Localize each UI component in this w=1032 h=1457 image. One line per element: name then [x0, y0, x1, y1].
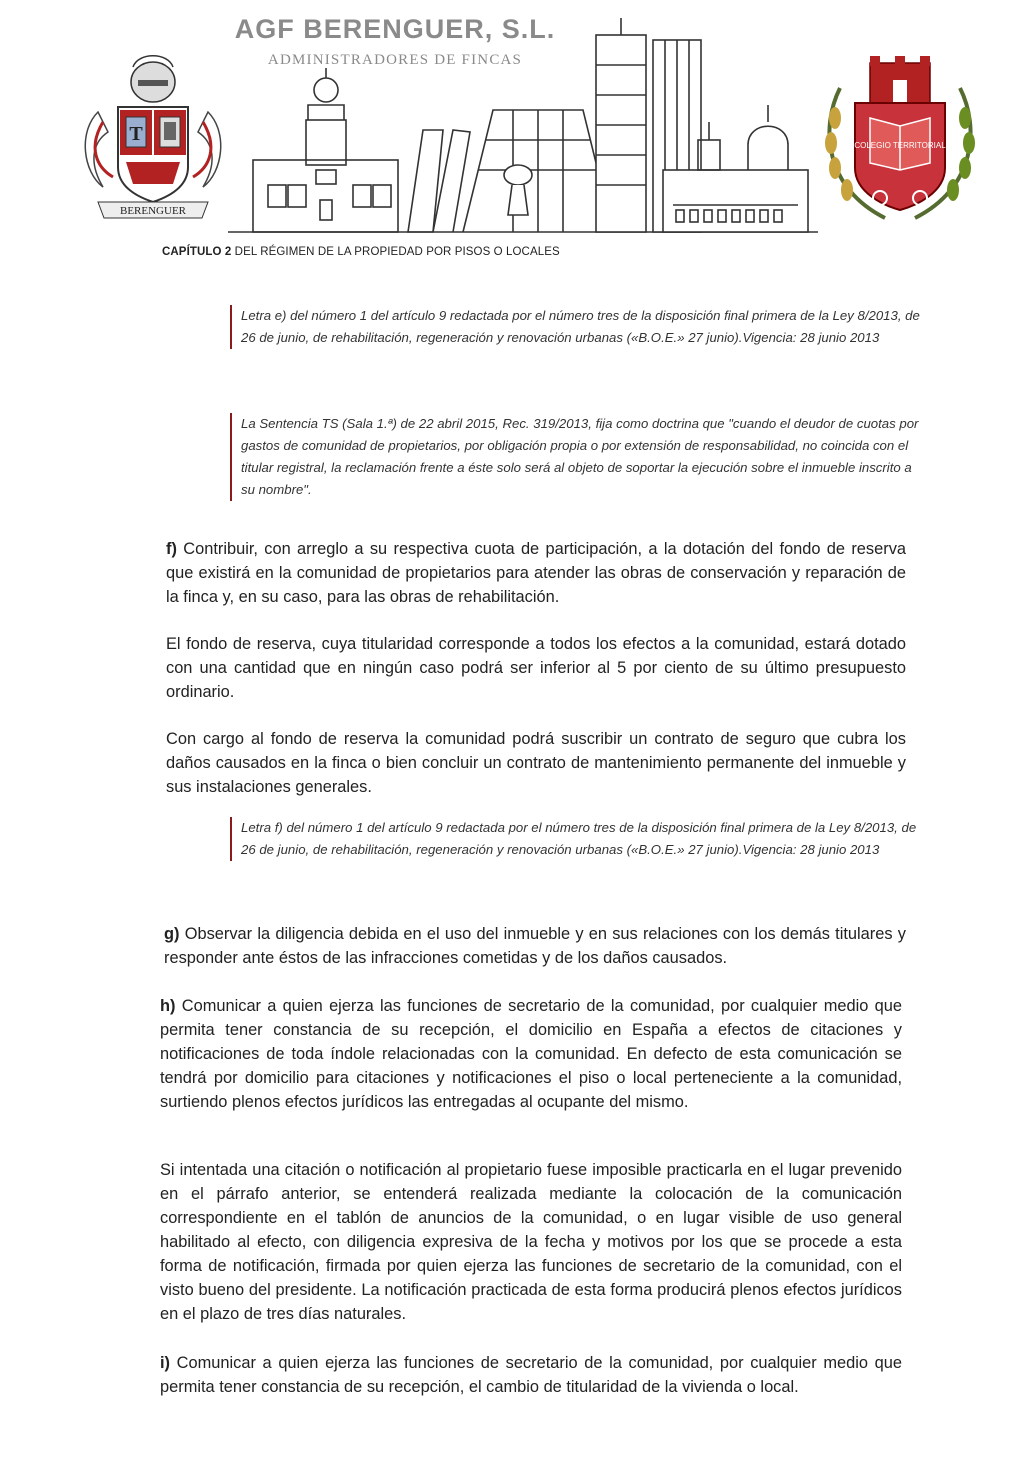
paragraph-f-2: El fondo de reserva, cuya titularidad corresponde a todos los efectos a la comunidad, estará dotado con una cantidad que en ningún caso podrá ser inferior al 5 por ciento de su último presupuesto ordinario. [166, 635, 906, 701]
paragraph-i [160, 1351, 902, 1399]
emblem-text: COLEGIO TERRITORIAL [854, 141, 946, 150]
legal-note-letter-e: Letra e) del número 1 del artículo 9 redactada por el número tres de la disposición final primera de la Ley 8/2013, de 26 de junio, de rehabilitación, regeneración y renovación urbanas («B.O.E.» 27 junio).Vigencia: 28 junio 2013 [230, 305, 923, 349]
paragraph-f-3: Con cargo al fondo de reserva la comunidad podrá suscribir un contrato de seguro que cubra los daños causados en la finca o bien concluir un contrato de mantenimiento permanente del inmueble y sus instalaciones generales. [166, 730, 906, 796]
legal-note-letter-f: Letra f) del número 1 del artículo 9 redactada por el número tres de la disposición final primera de la Ley 8/2013, de 26 de junio, de rehabilitación, regeneración y renovación urbanas («B.O.E.» 27 junio).Vigencia: 28 junio 2013 [230, 817, 923, 861]
chapter-heading [162, 246, 560, 258]
company-name: AGF BERENGUER, S.L. [234, 14, 556, 44]
item-letter-h: h) [160, 997, 176, 1015]
letterhead [0, 0, 1032, 245]
college-emblem-logo [815, 48, 985, 228]
item-f-text: Contribuir, con arreglo a su respectiva cuota de participación, a la dotación del fondo de reserva que existirá en la comunidad de propietarios para atender las obras de conservación y reparación de la finca y, en su caso, para las obras de rehabilitación. [166, 540, 907, 606]
paragraph-f [166, 537, 906, 609]
chapter-title: DEL RÉGIMEN DE LA PROPIEDAD POR PISOS O LOCALES [234, 246, 560, 258]
company-subtitle: ADMINISTRADORES DE FINCAS [267, 52, 523, 68]
chapter-label: CAPÍTULO 2 [162, 246, 232, 258]
paragraph-h [160, 994, 902, 1114]
item-i-text: Comunicar a quien ejerza las funciones de secretario de la comunidad, por cualquier medio que permita tener constancia de su recepción, el cambio de titularidad de la vivienda o local. [160, 1354, 902, 1396]
crest-motto: BERENGUER [120, 205, 186, 217]
item-letter-i: i) [160, 1354, 171, 1372]
item-letter-f: f) [166, 540, 177, 558]
svg-text:T: T [129, 123, 143, 145]
item-h-text: Comunicar a quien ejerza las funciones de secretario de la comunidad, por cualquier medio que permita tener constancia de su recepción, el domicilio en España a efectos de citaciones y notificaciones de toda índole relacionadas con la comunidad. En defecto de esta comunicación se tendrá por domicilio para citaciones y notificaciones el piso o local perteneciente a la comunidad, surtiendo plenos efectos jurídicos las entregadas al ocupante del mismo. [160, 997, 902, 1111]
legal-note-jurisprudence: La Sentencia TS (Sala 1.ª) de 22 abril 2015, Rec. 319/2013, fija como doctrina que "cuando el deudor de cuotas por gastos de comunidad de propietarios, por obligación propia o por extensión de responsabilidad, no coincida con el titular registral, la reclamación frente a éste solo será al objeto de soportar la ejecución sobre el inmueble inscrito a su nombre". [230, 413, 923, 501]
paragraph-g [164, 922, 906, 970]
paragraph-h-2: Si intentada una citación o notificación al propietario fuese imposible practicarla en el lugar prevenido en el párrafo anterior, se entenderá realizada mediante la colocación de la comunicación correspondiente en el tablón de anuncios de la comunidad, o en lugar visible de uso general habilitado al efecto, con diligencia expresiva de la fecha y motivos por los que se procede a esta forma de notificación, firmada por quien ejerza las funciones de secretario de la comunidad, con el visto bueno del presidente. La notificación practicada de esta forma producirá plenos efectos jurídicos en el plazo de tres días naturales. [160, 1161, 902, 1323]
coat-of-arms-logo [78, 52, 228, 222]
item-letter-g: g) [164, 925, 180, 943]
item-g-text: Observar la diligencia debida en el uso del inmueble y en sus relaciones con los demás titulares y responder ante éstos de las infracciones cometidas y de los daños causados. [164, 925, 906, 967]
